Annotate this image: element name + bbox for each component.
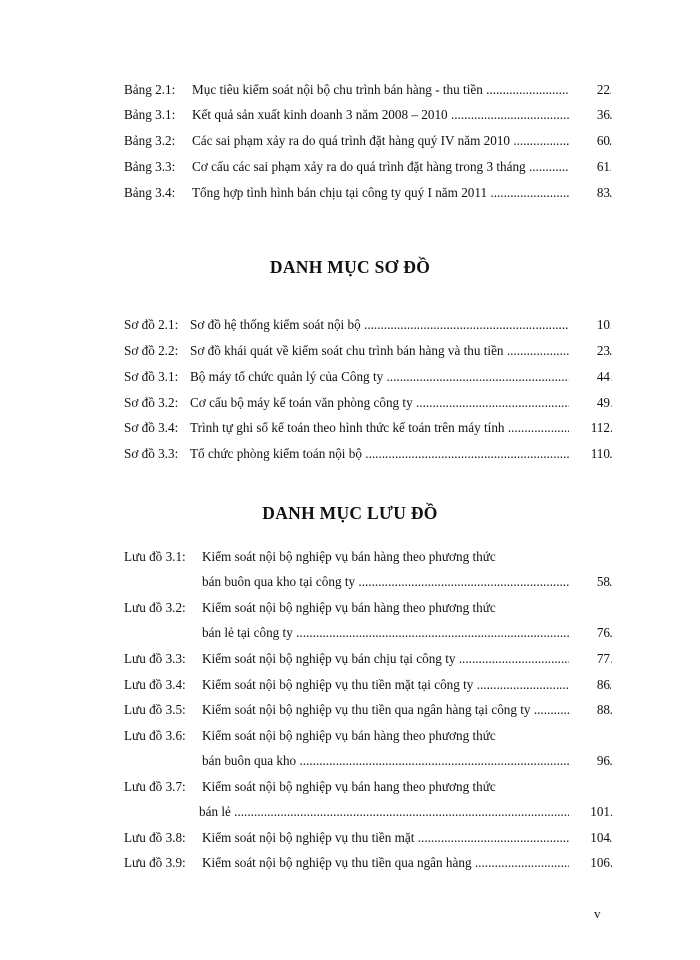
entry-label: Sơ đồ 2.1: [124, 317, 179, 332]
entry-text: Trình tự ghi sổ kế toán theo hình thức kế toán trên máy tính ..... [190, 418, 612, 438]
entry-text-line1: Kiểm soát nội bộ nghiệp vụ bán hàng theo phương thức [202, 600, 496, 615]
entry-text: Kiểm soát nội bộ nghiệp vụ thu tiền mặt tại công ty ..... [202, 675, 612, 695]
list-item [124, 367, 610, 387]
list-item-continuation [124, 751, 610, 771]
entry-page: 77 [569, 649, 610, 669]
flowcharts-heading: DANH MỤC LƯU ĐỒ [262, 503, 438, 523]
entry-page: 36 [569, 105, 610, 125]
entry-text: Sơ đồ hệ thống kiểm soát nội bộ ..... [190, 315, 612, 335]
entry-page: 10 [569, 315, 610, 335]
list-item [124, 341, 610, 361]
entry-text: Tổ chức phòng kiểm toán nội bộ ..... [190, 444, 612, 464]
list-item [124, 547, 610, 567]
entry-label: Lưu đồ 3.2: [124, 600, 186, 615]
list-item [124, 598, 610, 618]
list-item [124, 131, 610, 151]
entry-page: 112 [569, 418, 610, 438]
entry-label: Bảng 3.1: [124, 107, 176, 122]
entry-text-line1: Kiểm soát nội bộ nghiệp vụ bán hang theo phương thức [202, 779, 496, 794]
entry-text: Kiểm soát nội bộ nghiệp vụ bán chịu tại công ty ..... [202, 649, 612, 669]
entry-page: 76 [569, 623, 610, 643]
entry-label: Lưu đồ 3.5: [124, 702, 186, 717]
entry-text: Kiểm soát nội bộ nghiệp vụ thu tiền qua ngân hàng tại công ty ..... [202, 700, 612, 720]
list-item [124, 649, 610, 669]
entry-text: bán lẻ tại công ty ..... [202, 623, 612, 643]
list-item [124, 444, 610, 464]
list-item [124, 157, 610, 177]
entry-page: 60 [569, 131, 610, 151]
list-item [124, 183, 610, 203]
list-item [124, 80, 610, 100]
entry-page: 23 [569, 341, 610, 361]
entry-page: 106 [569, 853, 610, 873]
list-item [124, 418, 610, 438]
entry-label: Sơ đồ 3.3: [124, 446, 179, 461]
entry-text: Cơ cấu bộ máy kế toán văn phòng công ty ..... [190, 393, 612, 413]
entry-page: 96 [569, 751, 610, 771]
entry-label: Sơ đồ 3.1: [124, 369, 179, 384]
entry-text: Tổng hợp tình hình bán chịu tại công ty quý I năm 2011 ..... [192, 183, 612, 203]
entry-text-line1: Kiểm soát nội bộ nghiệp vụ bán hàng theo phương thức [202, 549, 496, 564]
entry-label: Sơ đồ 3.2: [124, 395, 179, 410]
entry-text: Kết quả sản xuất kinh doanh 3 năm 2008 – 2010 ..... [192, 105, 612, 125]
entry-page: 104 [569, 828, 610, 848]
list-item [124, 675, 610, 695]
entry-label: Lưu đồ 3.6: [124, 728, 186, 743]
entry-page: 110 [569, 444, 610, 464]
page-number: v [594, 906, 601, 921]
entry-page: 58 [569, 572, 610, 592]
entry-label: Lưu đồ 3.7: [124, 779, 186, 794]
entry-label: Lưu đồ 3.9: [124, 855, 186, 870]
entry-label: Lưu đồ 3.4: [124, 677, 186, 692]
entry-label: Lưu đồ 3.1: [124, 549, 186, 564]
entry-label: Bảng 3.3: [124, 159, 176, 174]
entry-text: Sơ đồ khái quát về kiểm soát chu trình bán hàng và thu tiền ..... [190, 341, 612, 361]
entry-label: Lưu đồ 3.3: [124, 651, 186, 666]
list-item [124, 393, 610, 413]
entry-page: 44 [569, 367, 610, 387]
entry-page: 101 [569, 802, 610, 822]
diagrams-heading: DANH MỤC SƠ ĐỒ [269, 257, 431, 277]
entry-label: Sơ đồ 2.2: [124, 343, 179, 358]
list-item [124, 828, 610, 848]
entry-page: 86 [569, 675, 610, 695]
entry-label: Bảng 2.1: [124, 82, 176, 97]
entry-label: Bảng 3.4: [124, 185, 176, 200]
entry-text: Kiểm soát nội bộ nghiệp vụ thu tiền qua ngân hàng ..... [202, 853, 612, 873]
list-item [124, 105, 610, 125]
entry-text: bán buôn qua kho tại công ty ..... [202, 572, 612, 592]
entry-label: Bảng 3.2: [124, 133, 176, 148]
list-item [124, 315, 610, 335]
list-item-continuation [124, 623, 610, 643]
list-item [124, 726, 610, 746]
list-item [124, 777, 610, 797]
entry-text: bán buôn qua kho ..... [202, 751, 612, 771]
entry-label: Sơ đồ 3.4: [124, 420, 179, 435]
entry-text: Các sai phạm xảy ra do quá trình đặt hàng quý IV năm 2010 ..... [192, 131, 612, 151]
entry-text: Cơ cấu các sai phạm xảy ra do quá trình đặt hàng trong 3 tháng ..... [192, 157, 612, 177]
entry-text: Kiểm soát nội bộ nghiệp vụ thu tiền mặt ..... [202, 828, 612, 848]
entry-page: 88 [569, 700, 610, 720]
entry-text-line1: Kiểm soát nội bộ nghiệp vụ bán hàng theo phương thức [202, 728, 496, 743]
entry-label: Lưu đồ 3.8: [124, 830, 186, 845]
entry-text: Mục tiêu kiểm soát nội bộ chu trình bán hàng - thu tiền ..... [192, 80, 612, 100]
list-item-continuation [124, 802, 610, 822]
entry-page: 49 [569, 393, 610, 413]
entry-page: 22 [569, 80, 610, 100]
entry-page: 61 [569, 157, 610, 177]
list-item [124, 700, 610, 720]
entry-page: 83 [569, 183, 610, 203]
entry-text: Bộ máy tổ chức quản lý của Công ty ..... [190, 367, 612, 387]
list-item [124, 853, 610, 873]
entry-text: bán lẻ ..... [199, 802, 612, 822]
list-item-continuation [124, 572, 610, 592]
